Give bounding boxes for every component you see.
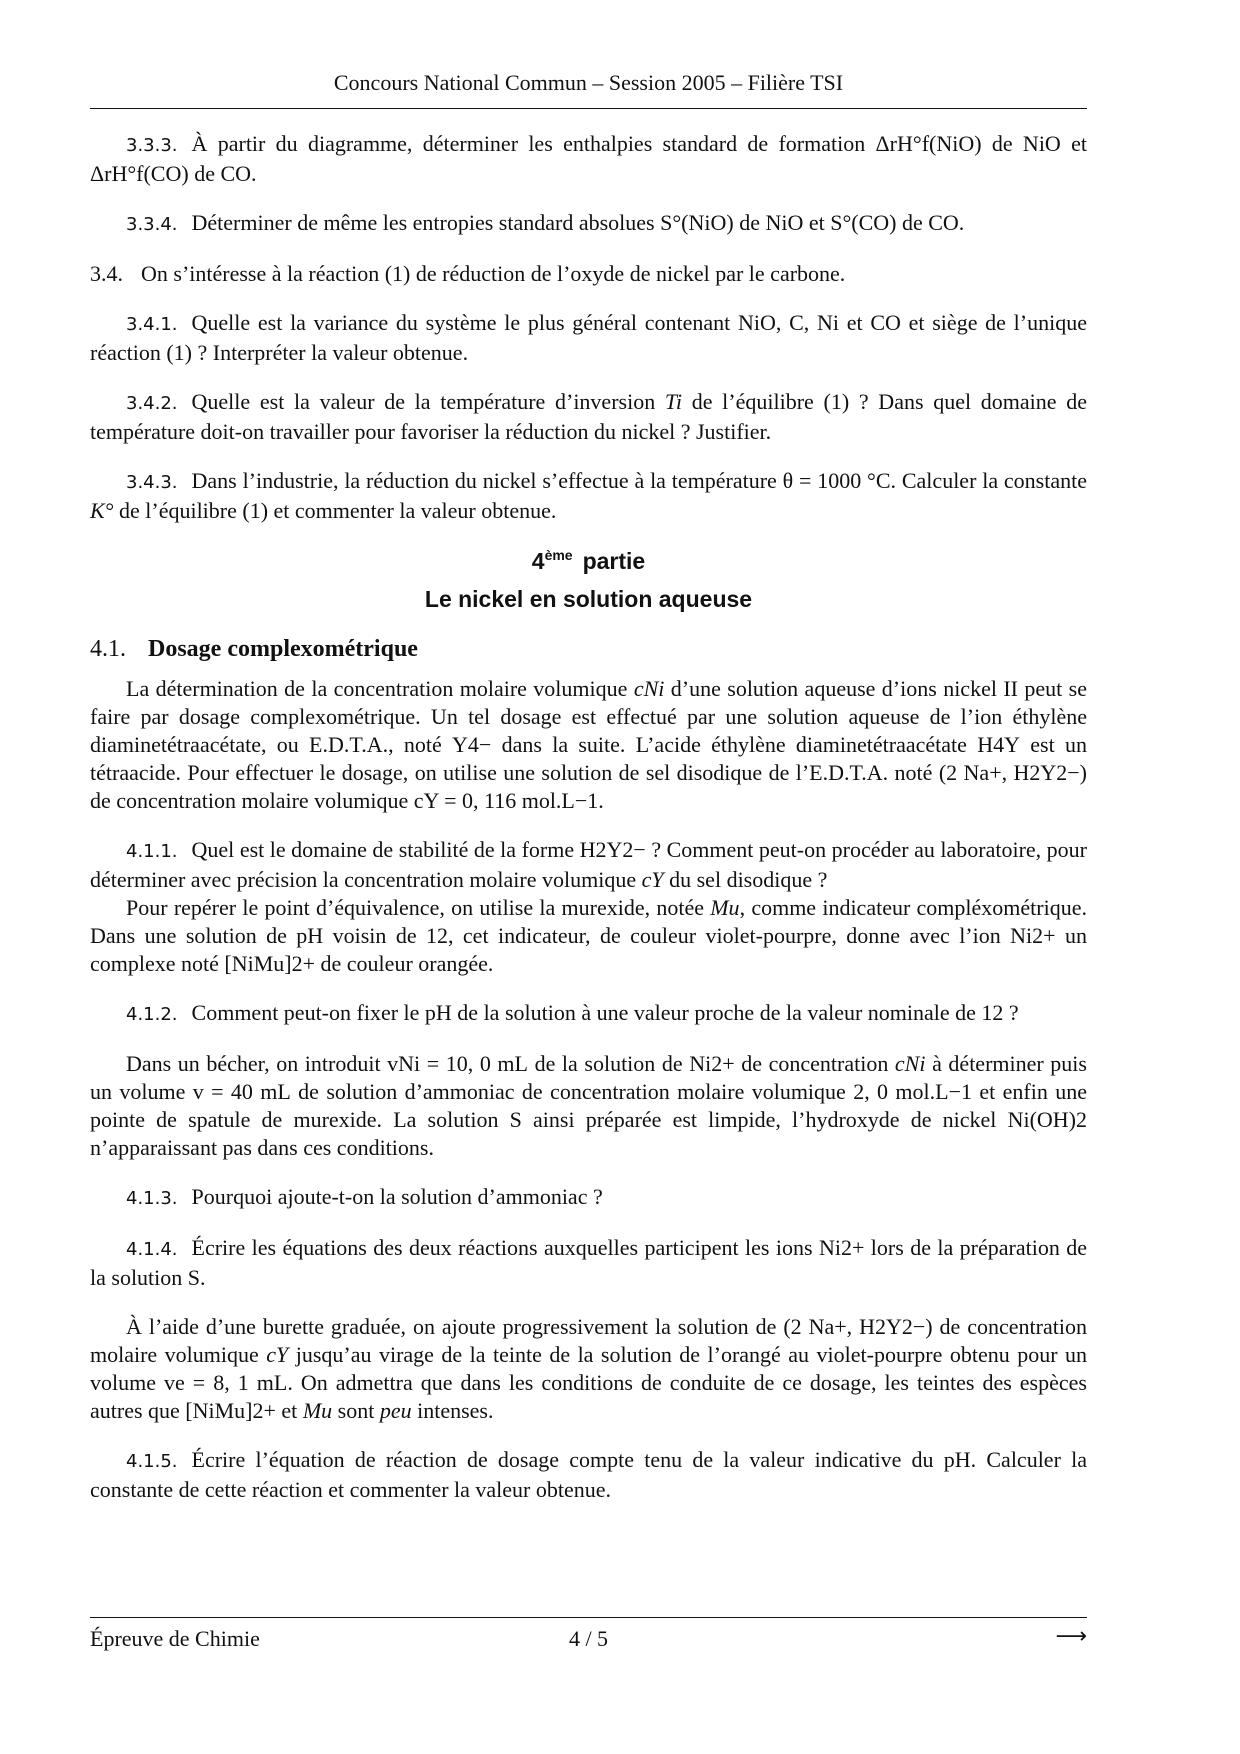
- question-3-4-3: 3.4.3. Dans l’industrie, la réduction du nickel s’effectue à la température θ = 1000 °C. Calculer la constante K° de l’équilibre (1) et commenter la valeur obtenue.: [90, 468, 1087, 523]
- question-number: 3.4.3.: [126, 472, 178, 493]
- question-number: 3.3.4.: [126, 214, 178, 235]
- page-body: [90, 130, 1087, 1525]
- math-delta-h-co: ΔrH°f(CO): [90, 161, 189, 186]
- question-4-1-4: 4.1.4. Écrire les équations des deux réactions auxquelles participent les ions Ni2+ lors de la préparation de la solution S.: [90, 1235, 1088, 1290]
- page-number: 4 / 5: [568, 1626, 609, 1651]
- page-header: Concours National Commun – Session 2005 – Filière TSI: [90, 70, 1087, 109]
- math-s-co: S°(CO): [830, 210, 897, 235]
- question-number: 3.4.2.: [126, 393, 178, 414]
- math-theta: θ = 1000 °C: [782, 468, 891, 493]
- footer-subject: Épreuve de Chimie: [90, 1626, 260, 1651]
- question-4-1-3: 4.1.3. Pourquoi ajoute-t-on la solution d’ammoniac ?: [126, 1184, 603, 1209]
- paragraph-4-1: La détermination de la concentration molaire volumique cNi d’une solution aqueuse d’ions nickel II peut se faire par dosage complexométrique. Un tel dosage est effectué par une solution aqueuse de l’ion éthylène diaminetétraacétate, ou E.D.T.A., noté Y4− dans la suite. L’acide éthylène diaminetétraacétate H4Y est un tétraacide. Pour effectuer le dosage, on utilise une solution de sel disodique de l’E.D.T.A. noté (2 Na+, H2Y2−) de concentration molaire volumique cY = 0, 116 mol.L−1.: [90, 676, 1087, 813]
- part-subtitle: Le nickel en solution aqueuse: [424, 586, 753, 612]
- section-4-1-heading: 4.1. Dosage complexométrique: [90, 636, 418, 662]
- question-4-1-1: 4.1.1. Quel est le domaine de stabilité de la forme H2Y2− ? Comment peut-on procéder au laboratoire, pour déterminer avec précision la concentration molaire volumique cY du sel disodique ?: [90, 837, 1087, 892]
- paragraph-4-1-2-procedure: Dans un bécher, on introduit vNi = 10, 0 mL de la solution de Ni2+ de concentration cNi à déterminer puis un volume v = 40 mL de solution d’ammoniac de concentration molaire volumique 2, 0 mol.L−1 et enfin une pointe de spatule de murexide. La solution S ainsi préparée est limpide, l’hydroxyde de nickel Ni(OH)2 n’apparaissant pas dans ces conditions.: [90, 1051, 1087, 1160]
- math-delta-h-nio: ΔrH°f(NiO): [875, 131, 982, 156]
- section-number: 3.4.: [90, 261, 123, 286]
- question-3-3-4: 3.3.4. Déterminer de même les entropies standard absolues S°(NiO) de NiO et S°(CO) de CO.: [126, 210, 965, 235]
- question-number: 3.3.3.: [126, 135, 178, 156]
- paragraph-4-1-1-indicator: Pour repérer le point d’équivalence, on utilise la murexide, notée Mu, comme indicateur compléxométrique. Dans une solution de pH voisin de 12, cet indicateur, de couleur violet-pourpre, donne avec l’ion Ni2+ un complexe noté [NiMu]2+ de couleur orangée.: [90, 895, 1088, 976]
- question-3-4-1: 3.4.1. Quelle est la variance du système le plus général contenant NiO, C, Ni et CO et siège de l’unique réaction (1) ? Interpréter la valeur obtenue.: [90, 310, 1087, 365]
- math-s-nio: S°(NiO): [660, 210, 734, 235]
- question-number: 4.1.1.: [126, 841, 178, 862]
- next-page-arrow-icon: ⟶: [1055, 1624, 1087, 1649]
- question-4-1-5: 4.1.5. Écrire l’équation de réaction de dosage compte tenu de la valeur indicative du pH. Calculer la constante de cette réaction et commenter la valeur obtenue.: [90, 1447, 1087, 1502]
- question-3-3-3: 3.3.3. À partir du diagramme, déterminer les enthalpies standard de formation ΔrH°f(NiO) de NiO et ΔrH°f(CO) de CO.: [90, 131, 1088, 186]
- question-number: 4.1.4.: [126, 1239, 178, 1260]
- math-ti: Ti: [664, 389, 683, 414]
- document-page: [90, 0, 1087, 1754]
- question-number: 4.1.3.: [126, 1188, 178, 1209]
- question-4-1-2: 4.1.2. Comment peut-on fixer le pH de la solution à une valeur proche de la valeur nominale de 12 ?: [126, 1000, 1019, 1025]
- question-number: 4.1.5.: [126, 1451, 178, 1472]
- question-number: 3.4.1.: [126, 314, 178, 335]
- page-footer: [90, 1617, 1087, 1654]
- section-3-4: 3.4. On s’intéresse à la réaction (1) de réduction de l’oxyde de nickel par le carbone.: [90, 261, 846, 286]
- section-number: 4.1.: [90, 636, 126, 662]
- math-k: K°: [90, 498, 114, 523]
- paragraph-4-1-4-titration: À l’aide d’une burette graduée, on ajoute progressivement la solution de (2 Na+, H2Y2−) de concentration molaire volumique cY jusqu’au virage de la teinte de la solution de l’orangé au violet-pourpre obtenu pour un volume ve = 8, 1 mL. On admettra que dans les conditions de conduite de ce dosage, les teintes des espèces autres que [NiMu]2+ et Mu sont peu intenses.: [90, 1314, 1088, 1423]
- question-3-4-2: 3.4.2. Quelle est la valeur de la température d’inversion Ti de l’équilibre (1) ? Dans quel domaine de température doit-on travailler pour favoriser la réduction du nickel ? Justifier.: [90, 389, 1087, 444]
- question-number: 4.1.2.: [126, 1004, 178, 1025]
- part-title: 4ème partie: [531, 547, 646, 574]
